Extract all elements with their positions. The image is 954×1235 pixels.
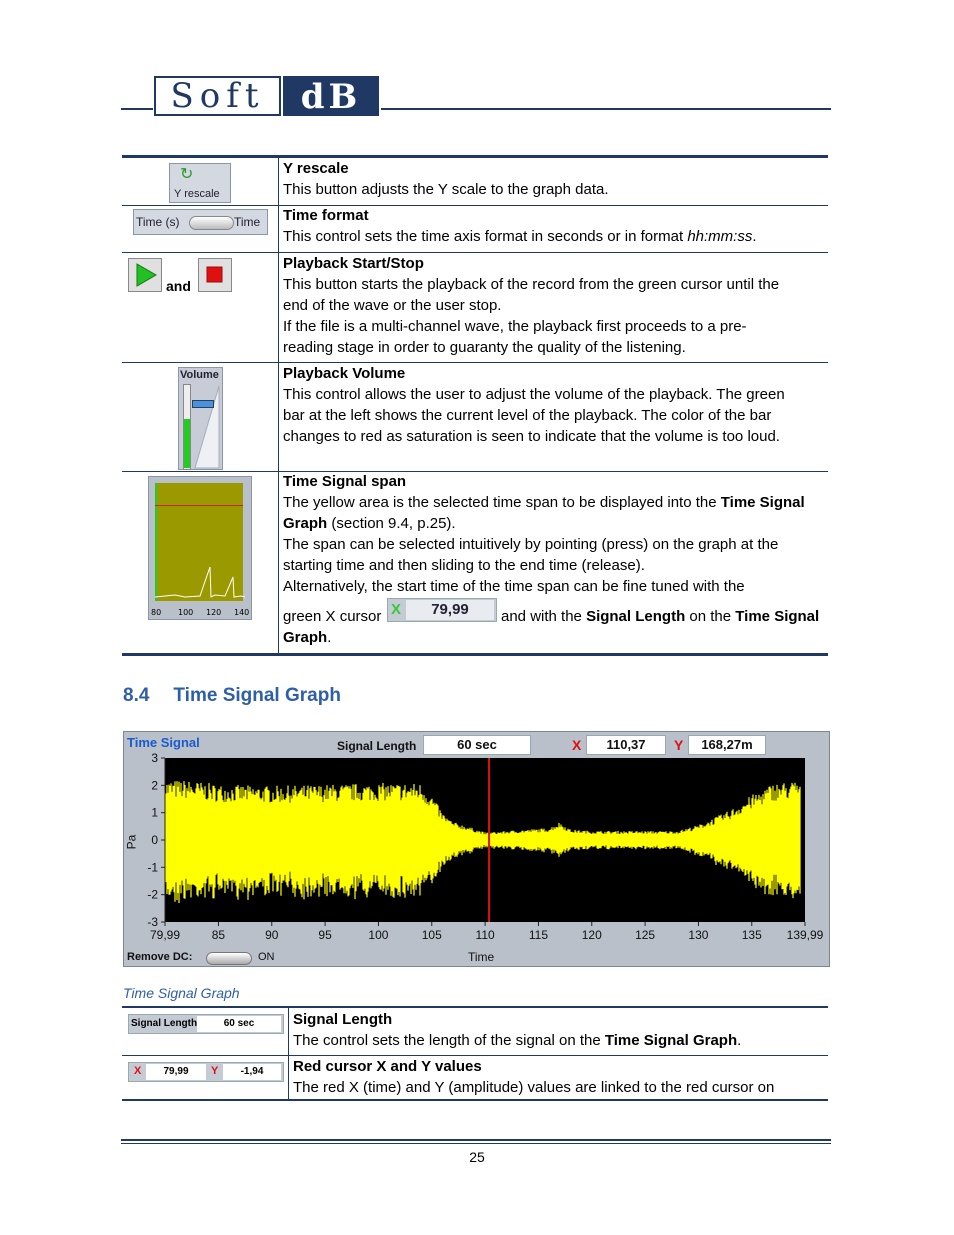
logo-soft: Soft <box>154 76 281 116</box>
figure-caption: Time Signal Graph <box>123 985 240 1001</box>
x-value-field[interactable]: 110,37 <box>586 735 666 755</box>
row-title: Playback Volume <box>283 365 406 382</box>
thumb-tick: 100 <box>178 608 194 617</box>
x-tick-label: 95 <box>318 928 332 942</box>
red-cursor-x-value[interactable]: 79,99 <box>146 1064 206 1080</box>
y-rescale-button[interactable] <box>169 163 231 203</box>
y-label: Y <box>674 737 684 753</box>
y-tick-label: 2 <box>151 778 158 793</box>
remove-dc-state: ON <box>258 951 275 963</box>
x-tick-label: 100 <box>368 928 389 942</box>
row-line-bold: Time Signal Graph <box>604 1032 738 1049</box>
signal-length-label: Signal Length <box>337 739 417 753</box>
red-cursor-x-label: X <box>134 1065 142 1077</box>
play-button[interactable] <box>128 258 162 292</box>
row-span-text <box>283 471 805 597</box>
row-y-rescale-text <box>283 158 609 200</box>
row-span-cursor-line-end <box>501 606 819 627</box>
time-format-toggle[interactable] <box>133 209 268 235</box>
row-line: This button adjusts the Y scale to the graph data. <box>283 181 609 198</box>
y-tick-label: 3 <box>151 751 158 765</box>
and-label: and <box>166 278 191 294</box>
section-heading <box>123 685 341 707</box>
table2-col-divider <box>288 1008 289 1100</box>
row-line: . <box>327 629 332 646</box>
thumb-signal <box>155 547 247 603</box>
row-line: and with the <box>501 608 587 625</box>
x-axis-label: Time <box>468 950 495 964</box>
y-tick-label: 0 <box>151 833 158 847</box>
thumb-tick: 80 <box>151 608 162 617</box>
row-line: reading stage in order to guaranty the quality of the listening. <box>283 339 686 356</box>
red-cursor-y-label: Y <box>211 1065 219 1077</box>
table2-bottom-rule <box>122 1099 828 1101</box>
x-tick-label: 125 <box>635 928 656 942</box>
time-signal-graph[interactable] <box>123 731 830 967</box>
row-line: starting time and then sliding to the end time (release). <box>283 557 645 574</box>
header-rule-right <box>381 108 831 110</box>
header-rule-left <box>121 108 153 110</box>
time-span-thumbnail[interactable] <box>148 476 252 620</box>
x-tick-label: 105 <box>421 928 442 942</box>
row-line: This control sets the time axis format in seconds or in format <box>283 228 688 245</box>
row-line: changes to red as saturation is seen to indicate that the volume is too loud. <box>283 428 780 445</box>
green-x-cursor-field[interactable] <box>387 598 497 622</box>
refresh-icon: ↻ <box>180 166 194 183</box>
row-title: Signal Length <box>293 1011 393 1028</box>
y-rescale-label: Y rescale <box>174 188 220 200</box>
remove-dc-toggle[interactable] <box>206 952 252 965</box>
table2-top-rule <box>122 1006 828 1008</box>
x-tick-label: 115 <box>528 928 549 942</box>
graph-title: Time Signal <box>127 735 200 750</box>
volume-level-bar <box>184 419 190 468</box>
row-line: (section 9.4, p.25). <box>327 515 456 532</box>
footer-rule <box>121 1139 831 1141</box>
table-bottom-rule <box>122 653 828 656</box>
row-red-cursor-text <box>293 1056 774 1098</box>
row-signal-length-text <box>293 1009 741 1051</box>
toggle-switch[interactable] <box>189 216 234 230</box>
stop-button[interactable] <box>198 258 232 292</box>
row-line: The control sets the length of the signal on the <box>293 1032 605 1049</box>
row-line: on the <box>685 608 736 625</box>
play-icon <box>129 259 161 291</box>
row-title: Red cursor X and Y values <box>293 1058 482 1075</box>
table-col-divider <box>278 157 279 654</box>
span-red-line <box>155 505 243 506</box>
y-tick-label: -1 <box>147 860 158 875</box>
row-line-bold: Time Signal <box>735 608 820 625</box>
row-title: Playback Start/Stop <box>283 255 424 272</box>
signal-plot[interactable] <box>124 732 831 968</box>
signal-length-widget-label: Signal Length <box>131 1018 198 1029</box>
row-line: This control allows the user to adjust the volume of the playback. The green <box>283 386 785 403</box>
row-time-format-text <box>283 205 757 247</box>
section-title: Time Signal Graph <box>173 685 341 706</box>
y-tick-label: 1 <box>151 805 158 820</box>
y-value-field[interactable]: 168,27m <box>688 735 766 755</box>
row-volume-text <box>283 363 785 447</box>
row-span-cursor-line <box>283 606 381 627</box>
row-line-italic: hh:mm:ss <box>687 228 753 245</box>
x-tick-label: 135 <box>741 928 762 942</box>
red-cursor-widget[interactable] <box>128 1062 284 1082</box>
y-tick-label: -2 <box>147 887 158 902</box>
x-label: X <box>572 737 582 753</box>
y-tick-label: -3 <box>147 915 158 929</box>
time-format-right-label: Time <box>234 215 261 229</box>
red-cursor-y-value[interactable]: -1,94 <box>223 1064 281 1080</box>
thumb-tick: 120 <box>206 608 222 617</box>
row-playback-text <box>283 253 779 358</box>
row-title: Time Signal span <box>283 473 407 490</box>
cursor-x-label: X <box>391 601 402 618</box>
row-span-last-line <box>283 627 331 648</box>
footer-rule-thin <box>121 1143 831 1144</box>
volume-control[interactable] <box>178 367 223 470</box>
volume-label: Volume <box>180 369 219 381</box>
page-number: 25 <box>469 1149 485 1165</box>
remove-dc-label: Remove DC: <box>127 951 193 963</box>
row-line: The red X (time) and Y (amplitude) values are linked to the red cursor on <box>293 1079 775 1096</box>
section-number: 8.4 <box>123 685 150 706</box>
row-line: Alternatively, the start time of the time span can be fine tuned with the <box>283 578 745 595</box>
x-tick-label: 85 <box>211 928 226 942</box>
cursor-x-value[interactable]: 79,99 <box>406 600 494 620</box>
row-line: . <box>737 1032 742 1049</box>
x-tick-label: 79,99 <box>149 928 181 942</box>
x-tick-label: 120 <box>581 928 602 942</box>
row-line: If the file is a multi-channel wave, the playback first proceeds to a pre- <box>283 318 747 335</box>
volume-slider-track <box>193 384 221 470</box>
row-line-bold: Graph <box>283 629 328 646</box>
signal-length-widget[interactable] <box>128 1014 284 1034</box>
logo-db: dB <box>283 76 379 116</box>
x-tick-label: 139,99 <box>786 928 824 942</box>
x-tick-label: 110 <box>475 928 495 942</box>
stop-icon <box>199 259 231 291</box>
row-title: Time format <box>283 207 369 224</box>
row-line: This button starts the playback of the record from the green cursor until the <box>283 276 780 293</box>
y-axis-label: Pa <box>124 834 139 850</box>
row-line-bold: Graph <box>283 515 328 532</box>
row-line: The span can be selected intuitively by pointing (press) on the graph at the <box>283 536 779 553</box>
thumb-tick: 140 <box>234 608 250 617</box>
row-line-bold: Signal Length <box>586 608 686 625</box>
x-tick-label: 130 <box>688 928 709 942</box>
row-line: green X cursor <box>283 608 382 625</box>
signal-length-widget-value[interactable]: 60 sec <box>197 1016 281 1032</box>
row-line: The yellow area is the selected time span to be displayed into the <box>283 494 721 511</box>
row-line-end: . <box>752 228 757 245</box>
row-line: bar at the left shows the current level of the playback. The color of the bar <box>283 407 772 424</box>
x-tick-label: 90 <box>265 928 279 942</box>
row-line: end of the wave or the user stop. <box>283 297 502 314</box>
signal-length-field[interactable]: 60 sec <box>423 735 531 755</box>
volume-slider-handle[interactable] <box>192 400 214 408</box>
row-line-bold: Time Signal <box>720 494 805 511</box>
time-format-left-label: Time (s) <box>136 215 180 229</box>
row-title: Y rescale <box>283 160 349 177</box>
